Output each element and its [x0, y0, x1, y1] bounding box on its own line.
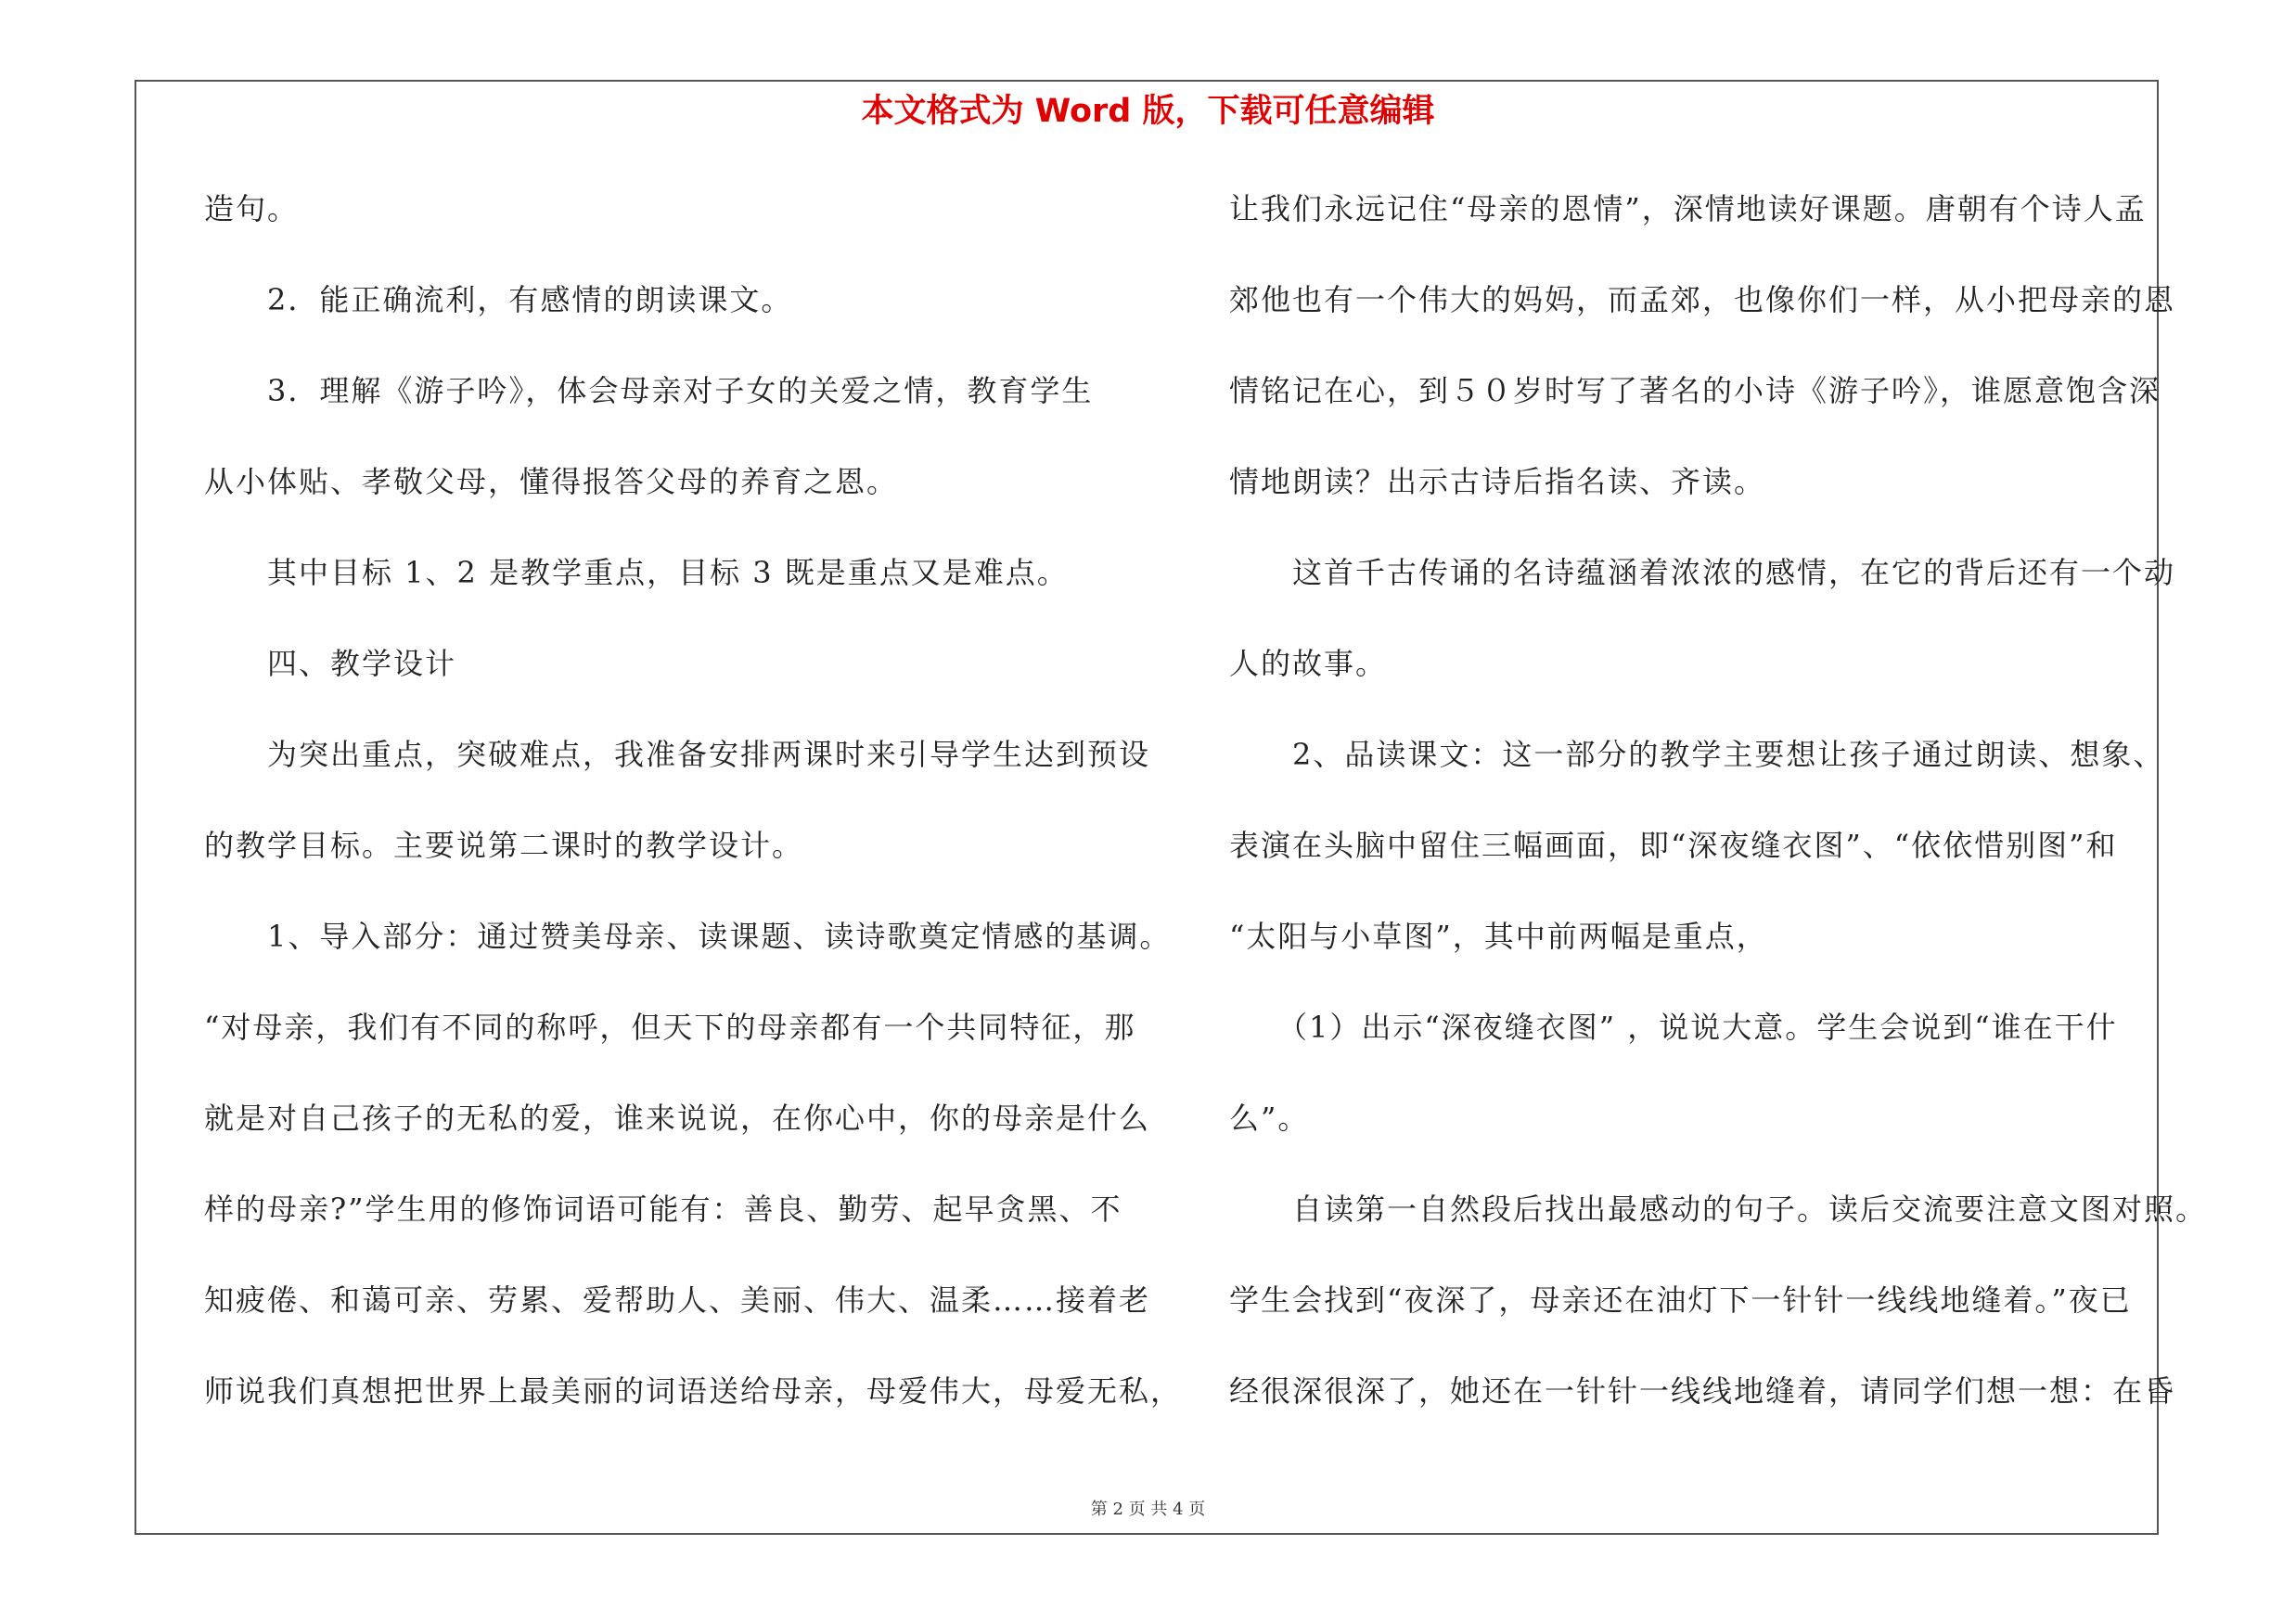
paragraph-line: 为突出重点，突破难点，我准备安排两课时来引导学生达到预设: [204, 737, 1151, 772]
paragraph-line: 情铭记在心，到５０岁时写了著名的小诗《游子吟》，谁愿意饱含深: [1229, 373, 2161, 408]
paragraph-line: 造句。: [204, 191, 300, 226]
paragraph-line: 其中目标 1、2 是教学重点，目标 3 既是重点又是难点。: [204, 555, 1069, 590]
paragraph-line: 就是对自己孩子的无私的爱，谁来说说，在你心中，你的母亲是什么: [204, 1101, 1151, 1136]
paragraph-line: 郊他也有一个伟大的妈妈，而孟郊，也像你们一样，从小把母亲的恩: [1229, 282, 2176, 317]
page-footer: 第 2 页 共 4 页: [1090, 1500, 1206, 1519]
paragraph-line: 么”。: [1229, 1101, 1310, 1136]
paragraph-line: “太阳与小草图”，其中前两幅是重点，: [1229, 919, 1768, 954]
paragraph-line: “对母亲，我们有不同的称呼，但天下的母亲都有一个共同特征，那: [204, 1010, 1136, 1045]
paragraph-line: 从小体贴、孝敬父母，懂得报答父母的养育之恩。: [204, 464, 899, 499]
section-heading: 四、教学设计: [204, 646, 457, 681]
paragraph-line: 这首千古传诵的名诗蕴涵着浓浓的感情，在它的背后还有一个动: [1229, 555, 2176, 590]
paragraph-line: 1、导入部分：通过赞美母亲、读课题、读诗歌奠定情感的基调。: [204, 919, 1172, 954]
paragraph-line: 让我们永远记住“母亲的恩情”，深情地读好课题。唐朝有个诗人孟: [1229, 191, 2147, 226]
left-column: [204, 181, 1183, 1454]
paragraph-line: 知疲倦、和蔼可亲、劳累、爱帮助人、美丽、伟大、温柔……接着老: [204, 1282, 1151, 1318]
paragraph-line: 表演在头脑中留住三幅画面，即“深夜缝衣图”、“依依惜别图”和: [1229, 828, 2118, 863]
paragraph-line: 经很深很深了，她还在一针针一线线地缝着，请同学们想一想：在昏: [1229, 1373, 2176, 1409]
paragraph-line: 2．能正确流利，有感情的朗读课文。: [204, 282, 793, 317]
paragraph-line: 情地朗读？出示古诗后指名读、齐读。: [1229, 464, 1766, 499]
paragraph-line: （1）出示“深夜缝衣图” ，说说大意。学生会说到“谁在干什: [1229, 1010, 2118, 1045]
paragraph-line: 2、品读课文：这一部分的教学主要想让孩子通过朗读、想象、: [1229, 737, 2165, 772]
paragraph-line: 人的故事。: [1229, 646, 1388, 681]
paragraph-line: 的教学目标。主要说第二课时的教学设计。: [204, 828, 804, 863]
paragraph-line: 学生会找到“夜深了，母亲还在油灯下一针针一线线地缝着。”夜已: [1229, 1282, 2132, 1318]
paragraph-line: 自读第一自然段后找出最感动的句子。读后交流要注意文图对照。: [1229, 1191, 2208, 1227]
document-header-title: 本文格式为 Word 版，下载可任意编辑: [861, 93, 1435, 130]
paragraph-line: 师说我们真想把世界上最美丽的词语送给母亲，母爱伟大，母爱无私，: [204, 1373, 1183, 1409]
right-column: [1229, 181, 2208, 1454]
paragraph-line: 样的母亲?”学生用的修饰词语可能有：善良、勤劳、起早贪黑、不: [204, 1191, 1122, 1227]
paragraph-line: 3．理解《游子吟》，体会母亲对子女的关爱之情，教育学生: [204, 373, 1094, 408]
